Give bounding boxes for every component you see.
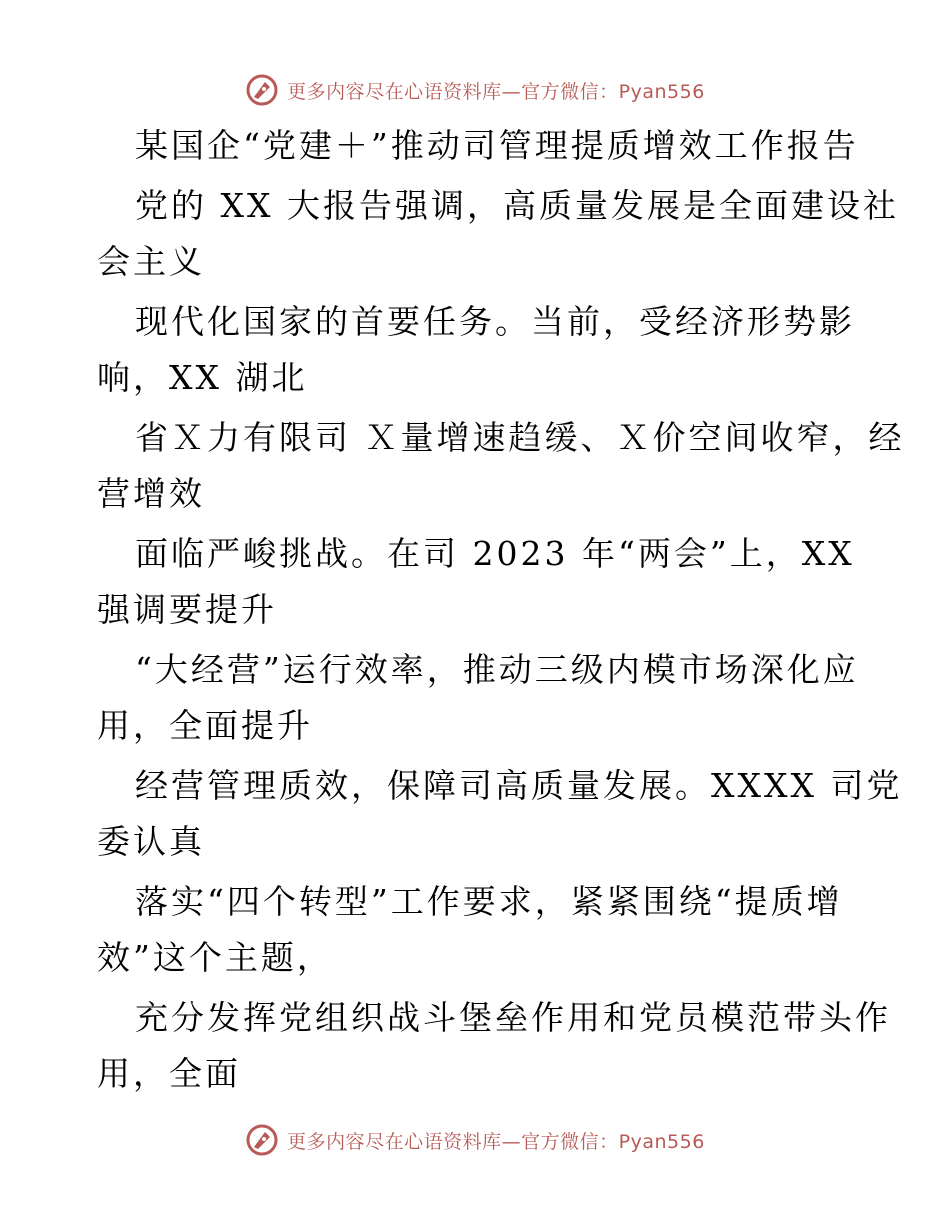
paragraph-line: 营增效 xyxy=(97,474,205,513)
header-watermark xyxy=(0,70,950,110)
paragraph-line: 落实“四个转型”工作要求，紧紧围绕“提质增 xyxy=(135,882,843,921)
paragraph-line: 经营管理质效，保障司高质量发展。XXXX 司党 xyxy=(135,766,903,805)
document-title: 某国企“党建＋”推动司管理提质增效工作报告 xyxy=(135,126,859,165)
watermark-text: 更多内容尽在心语资料库—官方微信：Pyan556 xyxy=(287,1130,705,1153)
paragraph-line: 委认真 xyxy=(97,822,205,861)
paragraph-line: 党的 XX 大报告强调，高质量发展是全面建设社 xyxy=(135,186,899,225)
paragraph-line: 省Ｘ力有限司 Ｘ量增速趋缓、Ｘ价空间收窄，经 xyxy=(135,418,905,457)
paragraph-line: 响，XX 湖北 xyxy=(97,358,308,397)
footer-watermark xyxy=(0,1120,950,1160)
paragraph-line: 会主义 xyxy=(97,242,205,281)
paragraph-line: 面临严峻挑战。在司 2023 年“两会”上，XX xyxy=(135,534,855,573)
paragraph-line: 用，全面提升 xyxy=(97,706,313,745)
pen-nib-logo-icon xyxy=(245,73,279,107)
paragraph-line: “大经营”运行效率，推动三级内模市场深化应 xyxy=(135,650,859,689)
paragraph-line: 用，全面 xyxy=(97,1054,241,1093)
paragraph-line: 现代化国家的首要任务。当前，受经济形势影 xyxy=(135,302,855,341)
paragraph-line: 效”这个主题， xyxy=(97,938,333,977)
paragraph-line: 充分发挥党组织战斗堡垒作用和党员模范带头作 xyxy=(135,998,891,1037)
pen-nib-logo-icon xyxy=(245,1123,279,1157)
watermark-text: 更多内容尽在心语资料库—官方微信：Pyan556 xyxy=(287,80,705,103)
paragraph-line: 强调要提升 xyxy=(97,590,277,629)
